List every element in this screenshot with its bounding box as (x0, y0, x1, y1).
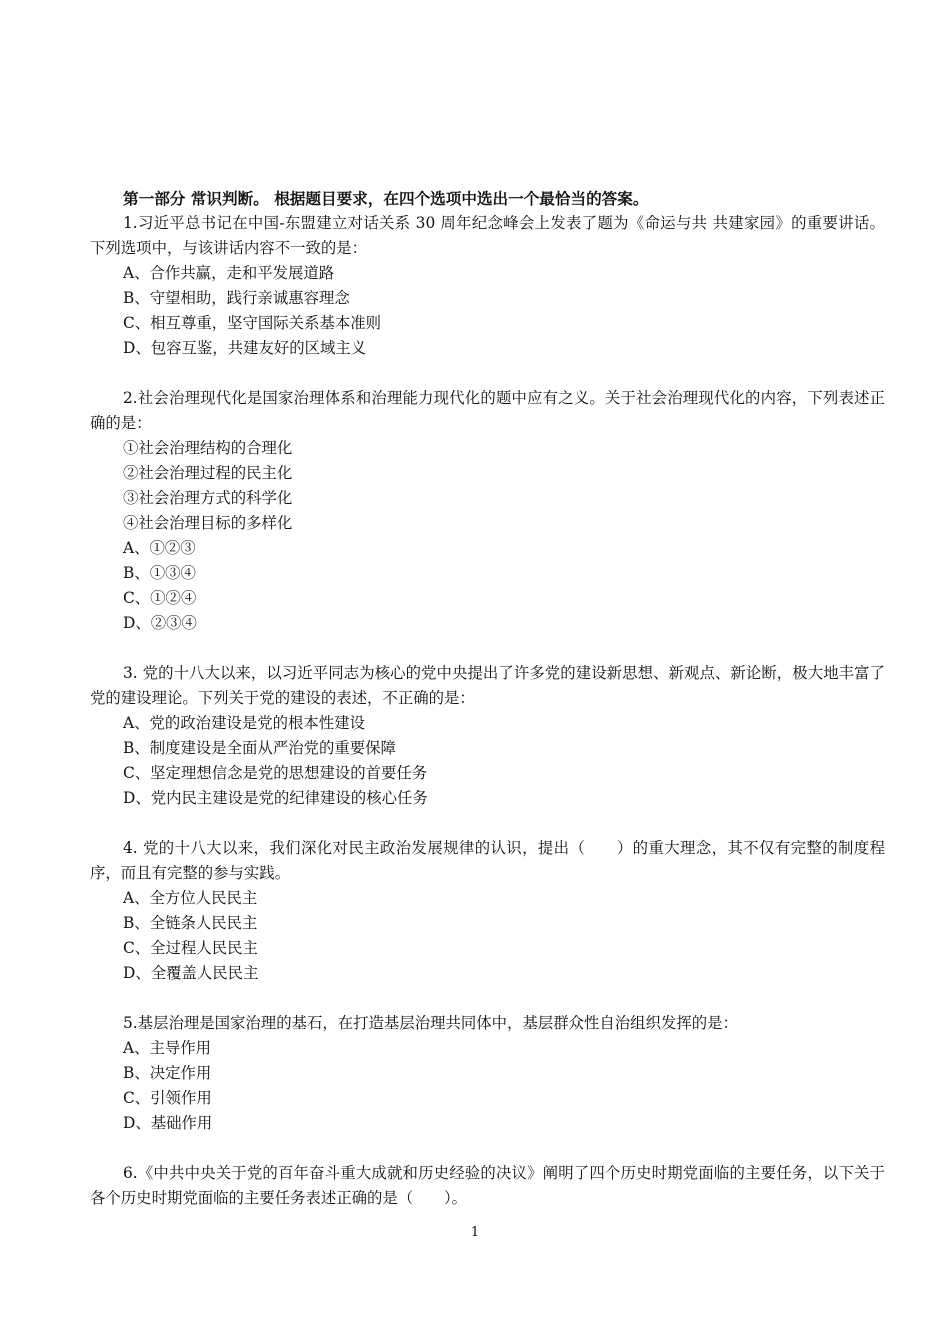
option-a: A、主导作用 (123, 1039, 212, 1057)
option-d: D、全覆盖人民民主 (123, 964, 259, 982)
option-c: C、全过程人民民主 (123, 939, 258, 957)
spacer (90, 1136, 885, 1161)
spacer (90, 361, 885, 386)
question-6 (90, 1161, 885, 1211)
option-a: A、①②③ (123, 539, 196, 557)
question-text: 1.习近平总书记在中国-东盟建立对话关系 30 周年纪念峰会上发表了题为《命运与共 共建家园》的重要讲话。下列选项中，与该讲话内容不一致的是： (90, 214, 885, 257)
option-c: C、相互尊重，坚守国际关系基本准则 (123, 314, 382, 332)
option-c: C、引领作用 (123, 1089, 212, 1107)
question-text: 6.《中共中央关于党的百年奋斗重大成就和历史经验的决议》阐明了四个历史时期党面临的主要任务，以下关于各个历史时期党面临的主要任务表述正确的是（ ）。 (90, 1164, 885, 1207)
option-b: B、①③④ (123, 564, 196, 582)
statement-item-3: ③社会治理方式的科学化 (123, 489, 293, 507)
question-text: 4. 党的十八大以来，我们深化对民主政治发展规律的认识，提出（ ）的重大理念，其不仅有完整的制度程序，而且有完整的参与实践。 (90, 839, 885, 882)
page-number: 1 (470, 1225, 480, 1240)
section-title: 第一部分 常识判断。 根据题目要求，在四个选项中选出一个最恰当的答案。 (123, 189, 649, 208)
statement-item-2: ②社会治理过程的民主化 (123, 464, 293, 482)
option-b: B、制度建设是全面从严治党的重要保障 (123, 739, 396, 757)
question-3 (90, 661, 885, 811)
statement-item-4: ④社会治理目标的多样化 (123, 514, 293, 532)
question-5 (90, 1011, 885, 1136)
option-c: C、①②④ (123, 589, 197, 607)
spacer (90, 636, 885, 661)
question-4 (90, 836, 885, 986)
option-a: A、合作共赢，走和平发展道路 (123, 264, 335, 282)
option-a: A、党的政治建设是党的根本性建设 (123, 714, 365, 732)
exam-content (90, 186, 885, 1211)
question-2 (90, 386, 885, 636)
spacer (90, 986, 885, 1011)
option-c: C、坚定理想信念是党的思想建设的首要任务 (123, 764, 428, 782)
option-d: D、基础作用 (123, 1114, 213, 1132)
option-d: D、②③④ (123, 614, 197, 632)
option-b: B、全链条人民民主 (123, 914, 258, 932)
option-d: D、包容互鉴，共建友好的区域主义 (123, 339, 367, 357)
option-b: B、守望相助，践行亲诚惠容理念 (123, 289, 350, 307)
option-b: B、决定作用 (123, 1064, 212, 1082)
option-a: A、全方位人民民主 (123, 889, 258, 907)
question-text: 5.基层治理是国家治理的基石，在打造基层治理共同体中，基层群众性自治组织发挥的是： (123, 1014, 738, 1032)
option-d: D、党内民主建设是党的纪律建设的核心任务 (123, 789, 428, 807)
spacer (90, 811, 885, 836)
question-text: 2.社会治理现代化是国家治理体系和治理能力现代化的题中应有之义。关于社会治理现代化的内容，下列表述正确的是： (90, 389, 885, 432)
question-text: 3. 党的十八大以来，以习近平同志为核心的党中央提出了许多党的建设新思想、新观点、新论断，极大地丰富了党的建设理论。下列关于党的建设的表述，不正确的是： (90, 664, 885, 707)
statement-item-1: ①社会治理结构的合理化 (123, 439, 293, 457)
question-1 (90, 211, 885, 361)
